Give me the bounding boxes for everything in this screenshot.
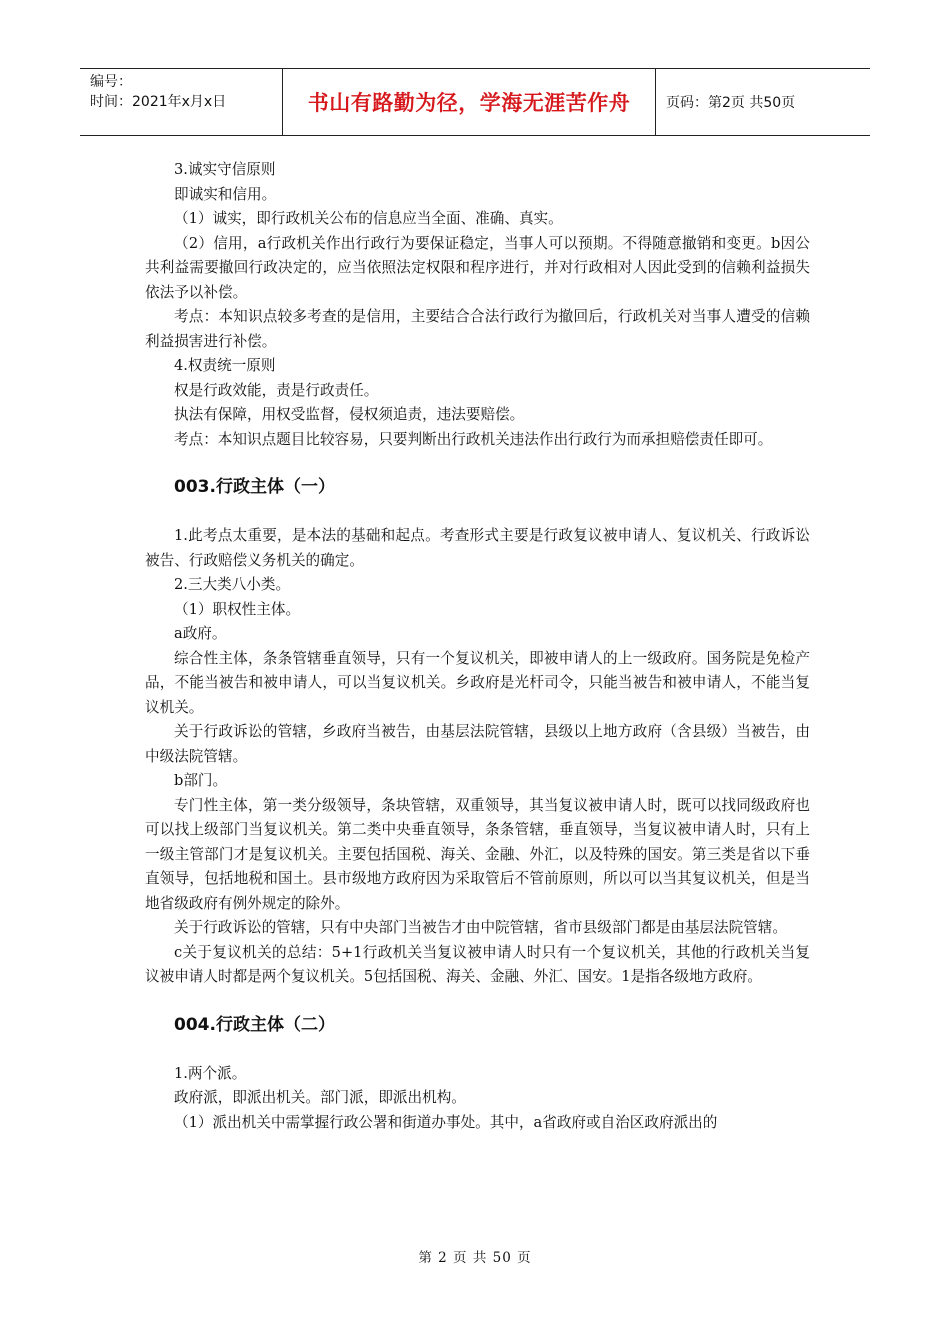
document-number-label: 编号： xyxy=(90,74,132,90)
paragraph: 执法有保障，用权受监督，侵权须追责，违法要赔偿。 xyxy=(174,406,525,423)
paragraph: 3.诚实守信原则 xyxy=(174,161,276,178)
header-meta xyxy=(80,69,282,135)
paragraph: a政府。 xyxy=(174,625,227,642)
paragraph: c关于复议机关的总结：5+1行政机关当复议被申请人时只有一个复议机关，其他的行政机关当复议被申请人时都是两个复议机关。5包括国税、海关、金融、外汇、国安。1是指各级地方政府。 xyxy=(145,943,810,985)
paragraph: （2）信用，a行政机关作出行政行为要保证稳定，当事人可以预期。不得随意撤销和变更。b因公共利益需要撤回行政决定的，应当依照法定权限和程序进行，并对行政相对人因此受到的信赖利益损失依法予以补偿。 xyxy=(145,234,810,301)
paragraph: 4.权责统一原则 xyxy=(174,357,276,374)
document-date: 时间：2021年x月x日 xyxy=(90,94,227,110)
paragraph: 2.三大类八小类。 xyxy=(174,576,291,593)
paragraph: 1.此考点太重要，是本法的基础和起点。考查形式主要是行政复议被申请人、复议机关、行政诉讼被告、行政赔偿义务机关的确定。 xyxy=(145,527,810,569)
paragraph: （1）诚实，即行政机关公布的信息应当全面、准确、真实。 xyxy=(174,210,563,227)
document-body xyxy=(145,158,810,1135)
paragraph: 权是行政效能，责是行政责任。 xyxy=(174,381,379,399)
page-header xyxy=(80,68,870,136)
section-heading: 003.行政主体（一） xyxy=(174,477,335,497)
paragraph: （1）派出机关中需掌握行政公署和街道办事处。其中，a省政府或自治区政府派出的 xyxy=(174,1113,718,1131)
paragraph: 关于行政诉讼的管辖，乡政府当被告，由基层法院管辖，县级以上地方政府（含县级）当被告，由中级法院管辖。 xyxy=(145,723,810,765)
header-page-info: 页码：第2页 共50页 xyxy=(666,95,796,111)
paragraph: （1）职权性主体。 xyxy=(174,600,301,618)
paragraph: 即诚实和信用。 xyxy=(174,185,277,203)
paragraph: 政府派，即派出机关。部门派，即派出机构。 xyxy=(174,1089,466,1106)
section-heading: 004.行政主体（二） xyxy=(174,1014,335,1035)
paragraph: 考点：本知识点较多考查的是信用，主要结合合法行政行为撤回后，行政机关对当事人遭受的信赖利益损害进行补偿。 xyxy=(145,308,810,350)
paragraph: 1.两个派。 xyxy=(174,1064,247,1082)
paragraph: 考点：本知识点题目比较容易，只要判断出行政机关违法作出行政行为而承担赔偿责任即可。 xyxy=(174,430,773,448)
page-footer: 第 2 页 共 50 页 xyxy=(418,1250,532,1266)
paragraph: 综合性主体，条条管辖垂直领导，只有一个复议机关，即被申请人的上一级政府。国务院是免检产品，不能当被告和被申请人，可以当复议机关。乡政府是光杆司令，只能当被告和被申请人，不能当复议机关。 xyxy=(145,649,810,716)
paragraph: 专门性主体，第一类分级领导，条块管辖，双重领导，其当复议被申请人时，既可以找同级政府也可以找上级部门当复议机关。第二类中央垂直领导，条条管辖，垂直领导，当复议被申请人时，只有上一级主管部门才是复议机关。主要包括国税、海关、金融、外汇，以及特殊的国安。第三类是省以下垂直领导，包括地税和国土。县市级地方政府因为采取管后不管前原则，所以可以当其复议机关，但是当地省级政府有例外规定的除外。 xyxy=(145,796,810,912)
paragraph: 关于行政诉讼的管辖，只有中央部门当被告才由中院管辖，省市县级部门都是由基层法院管辖。 xyxy=(174,919,787,936)
paragraph: b部门。 xyxy=(174,772,228,789)
header-motto: 书山有路勤为径，学海无涯苦作舟 xyxy=(282,69,656,135)
